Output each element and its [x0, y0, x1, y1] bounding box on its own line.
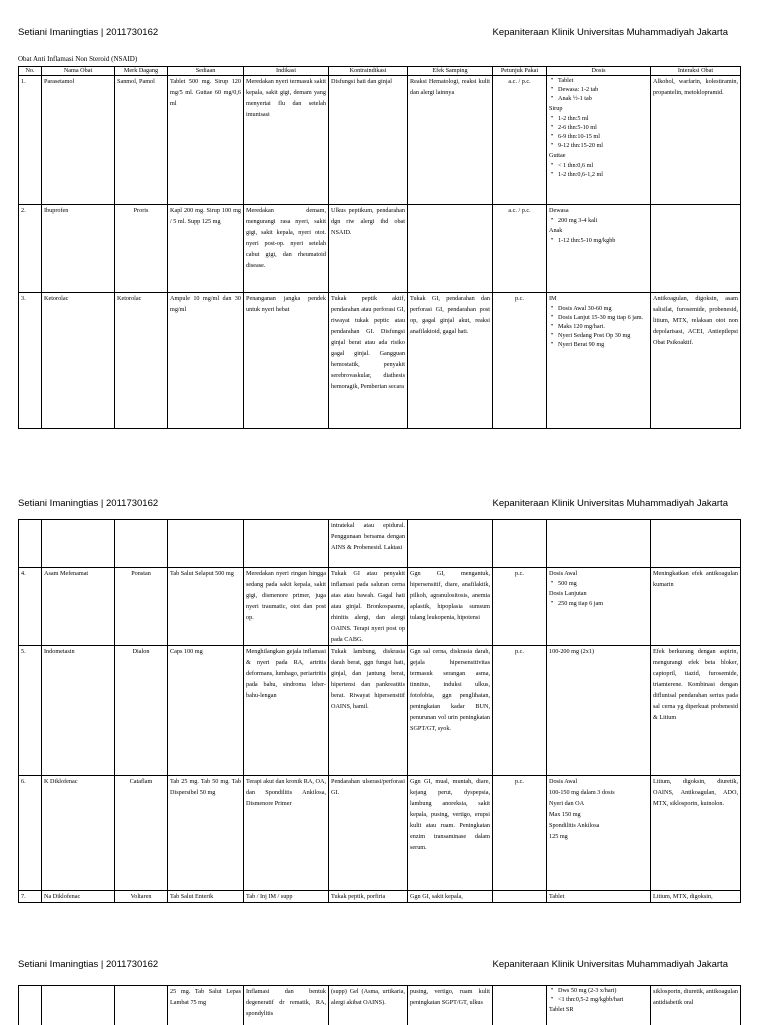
header-author: Setiani Imaningtias | 2011730162 — [18, 498, 158, 509]
dose-item: • 6-9 thn:10-15 ml — [558, 132, 648, 141]
col-header: Kontraindikasi — [329, 67, 408, 76]
col-header: Merk Dagang — [115, 67, 168, 76]
dose-item: • Dosis Lanjut 15-30 mg tiap 6 jam. — [558, 313, 648, 322]
dose-item: • Nyeri Berat 90 mg — [558, 340, 648, 349]
dose-label: Sirup — [549, 103, 648, 114]
dose-label: 125 mg — [549, 831, 648, 842]
cell-interaction: Litium, digoksin, diuretik, OAINS, Antikoagulan, ADO, MTX, siklosporin, kuinolon. — [651, 776, 741, 891]
dose-label: Nyeri dan OA — [549, 798, 648, 809]
dose-label: Guttae — [549, 150, 648, 161]
cell-no: 4. — [19, 568, 42, 646]
dose-label: Tablet — [549, 891, 648, 902]
dose-item: • 1-12 thn:5-10 mg/kgbb — [558, 236, 648, 245]
dose-item: • 2-6 thn:5-10 ml — [558, 123, 648, 132]
cell-interaction — [651, 205, 741, 293]
dose-label: Max 150 mg — [549, 809, 648, 820]
cell-brand: Sanmol, Pamol — [115, 76, 168, 205]
dose-label: 100-150 mg dalam 3 dosis — [549, 787, 648, 798]
cell-brand: Dialon — [115, 646, 168, 776]
cell-form: Caps 100 mg — [168, 646, 244, 776]
cell-indication: Inflamasi dan bentuk degeneratif dr rematik, RA, spondylitis — [244, 986, 329, 1025]
cell-interaction: Litium, MTX, digoksin, — [651, 891, 741, 903]
page-3 — [0, 946, 768, 1025]
cell-usage: a.c. / p.c. — [493, 205, 547, 293]
cell-form: Tab Salut Enterik — [168, 891, 244, 903]
dose-item: • Dosis Awal 30-60 mg — [558, 304, 648, 313]
dose-label: Dosis Awal — [549, 776, 648, 787]
table-header-row — [19, 67, 741, 76]
cell-indication: Meredakan nyeri ringan hingga sedang pada sakit kepala, sakit gigi, dismenore primer, juga nyeri traumatic, otot dan post op. — [244, 568, 329, 646]
dose-label: Dosis Lanjutan — [549, 588, 648, 599]
col-header: No. — [19, 67, 42, 76]
dose-item: • 1-2 thn:0,6-1,2 ml — [558, 170, 648, 179]
dose-label: Anak — [549, 225, 648, 236]
cell-dose — [547, 646, 651, 776]
cell-indication: Tab / Inj IM / supp — [244, 891, 329, 903]
cell-interaction: Meningkatkan efek antikoagulan kumarin — [651, 568, 741, 646]
dose-item: • 200 mg 3-4 kali — [558, 216, 648, 225]
cell-interaction: Alkohol, warfarin, kolestiramin, propantelin, metoklopramid. — [651, 76, 741, 205]
dose-item: • <1 thn:0,5-2 mg/kgbb/hari — [558, 995, 648, 1004]
cell-brand: Voltaren — [115, 891, 168, 903]
cell-form: Ampule 10 mg/ml dan 30 mg/ml — [168, 293, 244, 429]
cell-no: 7. — [19, 891, 42, 903]
cell-dose — [547, 776, 651, 891]
cell-form: Tab Salut Selaput 500 mg — [168, 568, 244, 646]
dose-item: • 1-2 thn:5 ml — [558, 114, 648, 123]
cell-contraindication: Disfungsi hati dan ginjal — [329, 76, 408, 205]
cell-dose — [547, 205, 651, 293]
cell-side-effect: pusing, vertigo, ruam kulit peningkatan SGPT/GT, ulkus — [408, 986, 493, 1025]
cell-name: K Diklofenac — [42, 776, 115, 891]
cell-name: Na Diklofenac — [42, 891, 115, 903]
cell-interaction: Efek berkurang dengan aspirin, mengurangi efek beta bloker, captopril, tiazid, furosemide, triamterene. Kombinasi dengan diflunisal pendarahan serius pada sal cerna yg diperkuat probenesid & Litium — [651, 646, 741, 776]
cell-indication: Meredakan demam, mengurangi rasa nyeri, sakit gigi, sakit kepala, nyeri otot. nyeri post-op. nyeri setelah cabut gigi, dan rheumatoid disease. — [244, 205, 329, 293]
dose-label: Dosis Awal — [549, 568, 648, 579]
dose-item: • < 1 thn:0,6 ml — [558, 161, 648, 170]
table-row — [19, 568, 741, 646]
table-row-continued — [19, 520, 741, 568]
cell-indication: Terapi akut dan kronik RA, OA, dan Spondilitis Ankilosa, Dismenore Primer — [244, 776, 329, 891]
table-row-continued — [19, 986, 741, 1025]
drug-table — [18, 66, 741, 429]
header-institution: Kepaniteraan Klinik Universitas Muhammadiyah Jakarta — [492, 959, 728, 970]
cell-name: Ketorolac — [42, 293, 115, 429]
dose-label: Spondilitis Ankilosa — [549, 820, 648, 831]
cell-form: Kapl 200 mg. Sirup 100 mg / 5 ml. Supp 125 mg — [168, 205, 244, 293]
dose-item: • Nyeri Sedang Post Op 30 mg — [558, 331, 648, 340]
cell-usage: p.c. — [493, 293, 547, 429]
cell-form: Tab 25 mg. Tab 50 mg. Tab Dispersibel 50 mg — [168, 776, 244, 891]
header-author: Setiani Imaningtias | 2011730162 — [18, 959, 158, 970]
cell-side-effect: Ggn sal cerna, diskrasia darah, gejala hipersensitivitas termasuk serangan asma, tinnitus, induksi ulkus, fotofobia, ggn penglihatan, peningkatan kadar BUN, penurunan vol urin peningkatan SGPT/GT, syok. — [408, 646, 493, 776]
cell-side-effect: Reaksi Hematologi, reaksi kulit dan alergi lainnya — [408, 76, 493, 205]
cell-dose — [547, 293, 651, 429]
dose-item: • 9-12 thn:15-20 ml — [558, 141, 648, 150]
cell-dose — [547, 986, 651, 1025]
table-row — [19, 646, 741, 776]
cell-contraindication: Pendarahan ulserasi/perforasi GI. — [329, 776, 408, 891]
cell-contraindication: Tukak GI atau penyakit inflamasi pada saluran cerna atas atau bawah. Gagal hati atau ginjal. Bronkospasme, rhinitis alergi, dan alergi OAINS. Terapi nyeri post op pada CABG. — [329, 568, 408, 646]
cell-dose — [547, 891, 651, 903]
dose-label: IM — [549, 293, 648, 304]
dose-item: • 250 mg tiap 6 jam — [558, 599, 648, 608]
cell-no: 3. — [19, 293, 42, 429]
cell-side-effect — [408, 205, 493, 293]
col-header: Petunjuk Pakai — [493, 67, 547, 76]
cell-usage: a.c. / p.c. — [493, 76, 547, 205]
page-2 — [0, 470, 768, 947]
dose-item: • Anak ½-1 tab — [558, 94, 648, 103]
cell-form: Tablet 500 mg. Sirup 120 mg/5 ml. Guttae 60 mg/0,6 ml — [168, 76, 244, 205]
document-title: Obat Anti Inflamasi Non Steroid (NSAID) — [18, 55, 137, 63]
cell-usage: p.c. — [493, 568, 547, 646]
cell-no: 1. — [19, 76, 42, 205]
col-header: Sediaan — [168, 67, 244, 76]
cell-usage — [493, 891, 547, 903]
dose-item: • Dws 50 mg (2-3 x/hari) — [558, 986, 648, 995]
col-header: Efek Samping — [408, 67, 493, 76]
dose-item: • Dewasa: 1-2 tab — [558, 85, 648, 94]
cell-interaction: Antikoagulan, digoksin, asam salisilat, furosemide, probenesid, litium, MTX, relaksan otot non depolarisasi, ACEI, Antiepilepsi Obat Psikoaktif. — [651, 293, 741, 429]
dose-label: 100-200 mg (2x1) — [549, 646, 648, 657]
header-institution: Kepaniteraan Klinik Universitas Muhammadiyah Jakarta — [492, 27, 728, 38]
col-header: Nama Obat — [42, 67, 115, 76]
col-header: Dosis — [547, 67, 651, 76]
dose-label: Dewasa — [549, 205, 648, 216]
cell-no: 6. — [19, 776, 42, 891]
cell-name: Indometasin — [42, 646, 115, 776]
cell-usage: p.c. — [493, 646, 547, 776]
cell-side-effect: Ggn GI, sakit kepala, — [408, 891, 493, 903]
cell-brand: Proris — [115, 205, 168, 293]
cell-indication: Meredakan nyeri termasuk sakit kepala, sakit gigi, demam yang menyertai flu dan setelah imunisasi — [244, 76, 329, 205]
cell-side-effect: Ggn GI, mual, muntah, diare, kejang perut, dyspepsia, lambung anoreksia, sakit kepala, pusing, vertigo, erupsi kulit atau ruam. Peningkatan enzim transaminase dalam serum. — [408, 776, 493, 891]
cell-form: 25 mg. Tab Salut Lepas Lambat 75 mg — [168, 986, 244, 1025]
drug-table-continued — [18, 985, 741, 1025]
cell-dose — [547, 568, 651, 646]
cell-contraindication: intratekal atau epidural. Penggunaan bersama dengan AINS & Probenesid. Laktasi — [329, 520, 408, 568]
page-header — [18, 27, 728, 41]
cell-brand: Ponstan — [115, 568, 168, 646]
table-row — [19, 776, 741, 891]
cell-name: Ibuprofen — [42, 205, 115, 293]
cell-brand: Cataflam — [115, 776, 168, 891]
table-row — [19, 205, 741, 293]
page-1 — [0, 0, 768, 464]
cell-indication: Menghilangkan gejala inflamasi & nyeri pada RA, artritis deformans, lumbago, periartritis pada bahu, sindroma leher-bahu-lengan — [244, 646, 329, 776]
drug-table-continued — [18, 519, 741, 903]
cell-indication: Penanganan jangka pendek untuk nyeri hebat — [244, 293, 329, 429]
cell-contraindication: (supp) Gel (Asma, urtikaria, alergi akibat OAINS). — [329, 986, 408, 1025]
cell-no: 2. — [19, 205, 42, 293]
cell-no: 5. — [19, 646, 42, 776]
col-header: Interaksi Obat — [651, 67, 741, 76]
header-author: Setiani Imaningtias | 2011730162 — [18, 27, 158, 38]
cell-contraindication: Tukak peptik aktif, pendarahan atau perforasi GI, riwayat tukak peptic atau pendarahan GI. Disfungsi ginjal berat atau ada risiko gagal ginjal. Gangguan hemostatik, penyakit serebrovaskular, diathesis hemoragik, Pemberian secara — [329, 293, 408, 429]
dose-extra: Tablet SR — [549, 1004, 648, 1015]
dose-item: • Maks 120 mg/hari. — [558, 322, 648, 331]
header-institution: Kepaniteraan Klinik Universitas Muhammadiyah Jakarta — [492, 498, 728, 509]
table-row — [19, 293, 741, 429]
cell-interaction: siklosporin, diuretik, antikoagulan antidiabetik oral — [651, 986, 741, 1025]
col-header: Indikasi — [244, 67, 329, 76]
cell-brand: Ketorolac — [115, 293, 168, 429]
cell-side-effect: Tukak GI, pendarahan dan perforasi GI, pendarahan post op, gagal ginjal akut, reaksi anafilaktoid, gagal hati. — [408, 293, 493, 429]
table-row — [19, 76, 741, 205]
cell-contraindication: Ulkus peptikum, pendarahan dgn riw alergi thd obat NSAID. — [329, 205, 408, 293]
table-row — [19, 891, 741, 903]
page-header — [18, 498, 728, 512]
dose-item: • 500 mg — [558, 579, 648, 588]
cell-side-effect: Ggn GI, mengantuk, hipersensitif, diare, anafilaktik, pilkoh, agranulositosis, anemia aplastik, hipoplasia sumsum tulang leukopenia, hipotensi — [408, 568, 493, 646]
cell-contraindication: Tukak peptik, porfiria — [329, 891, 408, 903]
cell-name: Parasetamol — [42, 76, 115, 205]
dose-item: • Tablet — [558, 76, 648, 85]
cell-name: Asam Mefenamat — [42, 568, 115, 646]
page-header — [18, 959, 728, 973]
cell-contraindication: Tukak lambung, diskrasia darah berat, ggn fungsi hati, ginjal, dan jantung berat, hipertensi dan pankreatitis berat. Riwayat hipersensitif OAINS, hamil. — [329, 646, 408, 776]
cell-dose — [547, 76, 651, 205]
cell-usage: p.c. — [493, 776, 547, 891]
